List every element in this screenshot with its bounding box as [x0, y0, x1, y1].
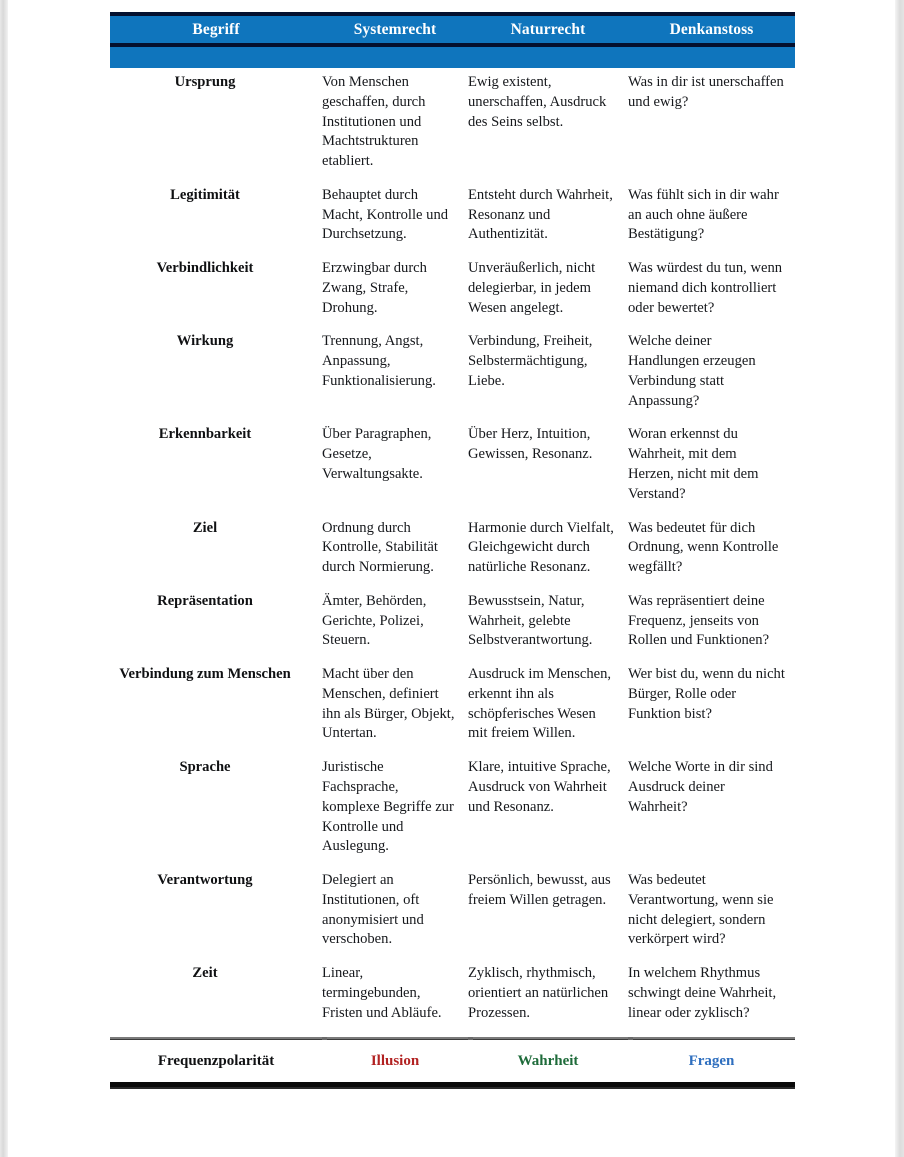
- row-term: Wirkung: [176, 333, 234, 350]
- row-term: Verantwortung: [157, 872, 253, 889]
- row-denkanstoss: Was repräsentiert deine Frequenz, jenseits von Rollen und Funktionen?: [628, 592, 770, 649]
- column-tick-mark: [468, 1037, 473, 1040]
- column-header-begriff: Begriff: [192, 20, 240, 38]
- row-denkanstoss: Woran erkennst du Wahrheit, mit dem Herzen, nicht mit dem Verstand?: [628, 426, 759, 502]
- row-naturrecht: Entsteht durch Wahrheit, Resonanz und Authentizität.: [468, 186, 613, 243]
- column-tick-mark: [628, 1037, 633, 1040]
- table-row: [110, 259, 795, 318]
- row-naturrecht: Klare, intuitive Sprache, Ausdruck von Wahrheit und Resonanz.: [468, 759, 611, 815]
- row-systemrecht: Ämter, Behörden, Gerichte, Polizei, Steuern.: [322, 592, 427, 649]
- row-denkanstoss: Welche Worte in dir sind Ausdruck deiner Wahrheit?: [628, 759, 773, 815]
- row-naturrecht: Ewig existent, unerschaffen, Ausdruck des Seins selbst.: [468, 74, 607, 130]
- row-naturrecht: Harmonie durch Vielfalt, Gleichgewicht durch natürliche Resonanz.: [468, 519, 614, 576]
- footer-naturrecht-polarity: Wahrheit: [517, 1052, 579, 1069]
- row-term: Verbindlichkeit: [156, 260, 254, 277]
- table-row: [110, 425, 795, 504]
- row-term: Zeit: [192, 965, 218, 982]
- row-denkanstoss: Wer bist du, wenn du nicht Bürger, Rolle oder Funktion bist?: [628, 666, 785, 722]
- table-row: [110, 758, 795, 857]
- row-denkanstoss: In welchem Rhythmus schwingt deine Wahrheit, linear oder zyklisch?: [628, 965, 777, 1021]
- table-row: [110, 519, 795, 578]
- table-row: [110, 186, 795, 245]
- footer-term: Frequenzpolarität: [157, 1052, 275, 1069]
- table-body: [110, 68, 795, 1023]
- row-term: Ursprung: [174, 74, 236, 90]
- footer-denkanstoss-polarity: Fragen: [688, 1052, 735, 1069]
- row-denkanstoss: Was bedeutet Verantwortung, wenn sie nicht delegiert, sondern verkörpert wird?: [628, 872, 774, 948]
- column-header-denkanstoss: Denkanstoss: [669, 20, 754, 38]
- comparison-table: [110, 12, 795, 1089]
- row-denkanstoss: Was bedeutet für dich Ordnung, wenn Kontrolle wegfällt?: [628, 519, 779, 576]
- table-row: [110, 73, 795, 172]
- row-term: Verbindung zum Menschen: [119, 666, 291, 683]
- row-systemrecht: Erzwingbar durch Zwang, Strafe, Drohung.: [322, 260, 427, 316]
- row-systemrecht: Trennung, Angst, Anpassung, Funktionalisierung.: [322, 333, 436, 389]
- row-systemrecht: Macht über den Menschen, definiert ihn als Bürger, Objekt, Untertan.: [322, 666, 455, 742]
- table-header-filler-band: [110, 47, 795, 68]
- row-naturrecht: Verbindung, Freiheit, Selbstermächtigung, Liebe.: [468, 333, 593, 389]
- row-systemrecht: Über Paragraphen, Gesetze, Verwaltungsakte.: [322, 426, 432, 483]
- row-term: Repräsentation: [157, 592, 253, 609]
- table-row: [110, 665, 795, 744]
- row-systemrecht: Linear, termingebunden, Fristen und Abläufe.: [322, 965, 442, 1021]
- column-header-systemrecht: Systemrecht: [353, 20, 437, 38]
- page-right-edge-shadow: [895, 0, 904, 1157]
- row-term: Legitimität: [170, 186, 240, 203]
- row-denkanstoss: Was fühlt sich in dir wahr an auch ohne äußere Bestätigung?: [628, 186, 779, 243]
- footer-bottom-rule: [110, 1082, 795, 1089]
- table-row: [110, 871, 795, 950]
- document-page: [8, 0, 895, 1157]
- column-header-naturrecht: Naturrecht: [510, 20, 586, 38]
- row-systemrecht: Juristische Fachsprache, komplexe Begriffe zur Kontrolle und Auslegung.: [322, 759, 454, 855]
- row-denkanstoss: Was würdest du tun, wenn niemand dich kontrolliert oder bewertet?: [628, 260, 783, 316]
- table-footer-row: [110, 1040, 795, 1078]
- row-naturrecht: Zyklisch, rhythmisch, orientiert an natürlichen Prozessen.: [468, 965, 609, 1021]
- row-term: Erkennbarkeit: [158, 426, 252, 443]
- table-row: [110, 964, 795, 1023]
- row-systemrecht: Delegiert an Institutionen, oft anonymisiert und verschoben.: [322, 872, 424, 948]
- row-term: Ziel: [192, 519, 218, 536]
- page-left-edge-shadow: [0, 0, 8, 1157]
- footer-top-rule: [110, 1037, 795, 1040]
- row-naturrecht: Über Herz, Intuition, Gewissen, Resonanz.: [468, 426, 593, 463]
- row-naturrecht: Ausdruck im Menschen, erkennt ihn als schöpferisches Wesen mit freiem Willen.: [468, 666, 612, 742]
- table-header-row: [110, 16, 795, 47]
- row-denkanstoss: Was in dir ist unerschaffen und ewig?: [628, 74, 784, 110]
- row-naturrecht: Bewusstsein, Natur, Wahrheit, gelebte Selbstverantwortung.: [468, 592, 593, 649]
- row-systemrecht: Ordnung durch Kontrolle, Stabilität durch Normierung.: [322, 519, 438, 576]
- footer-systemrecht-polarity: Illusion: [370, 1052, 420, 1069]
- row-naturrecht: Persönlich, bewusst, aus freiem Willen getragen.: [468, 872, 611, 908]
- row-naturrecht: Unveräußerlich, nicht delegierbar, in jedem Wesen angelegt.: [468, 260, 596, 316]
- table-header: [110, 12, 795, 68]
- row-systemrecht: Behauptet durch Macht, Kontrolle und Durchsetzung.: [322, 186, 449, 243]
- row-denkanstoss: Welche deiner Handlungen erzeugen Verbindung statt Anpassung?: [628, 333, 756, 409]
- table-row: [110, 332, 795, 411]
- row-systemrecht: Von Menschen geschaffen, durch Institutionen und Machtstrukturen etabliert.: [322, 74, 426, 170]
- column-tick-mark: [322, 1037, 327, 1040]
- row-term: Sprache: [179, 759, 231, 776]
- table-row: [110, 592, 795, 651]
